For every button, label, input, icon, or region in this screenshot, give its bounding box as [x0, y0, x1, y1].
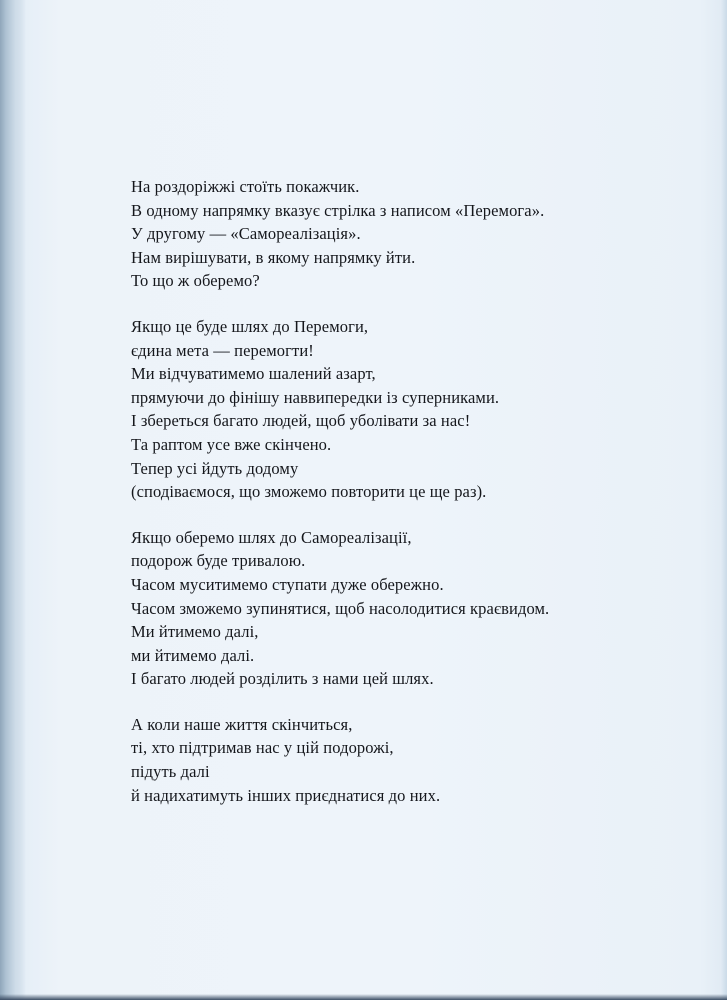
poem-line: ті, хто підтримав нас у цій подорожі,	[131, 738, 394, 758]
poem-line: прямуючи до фінішу наввипередки із суперниками.	[131, 387, 500, 407]
stanza-3	[131, 526, 691, 691]
page-bottom-edge	[0, 994, 727, 1000]
poem-line: Якщо це буде шлях до Перемоги,	[131, 316, 369, 336]
poem-line: підуть далі	[131, 762, 210, 782]
stanza-1	[131, 175, 691, 293]
poem-line: (сподіваємося, що зможемо повторити це ще раз).	[131, 482, 487, 502]
poem-line: ми йтимемо далі.	[131, 645, 255, 665]
poem-line: Ми йтимемо далі,	[131, 622, 259, 642]
stanza-2	[131, 315, 691, 504]
poem-line: І багато людей розділить з нами цей шлях.	[131, 669, 434, 689]
stanza-4	[131, 713, 691, 807]
poem-line: В одному напрямку вказує стрілка з написом «Перемога».	[131, 200, 545, 220]
poem-text	[131, 175, 691, 829]
poem-line: Часом зможемо зупинятися, щоб насолодитися краєвидом.	[131, 598, 550, 618]
poem-line: Тепер усі йдуть додому	[131, 458, 299, 478]
page-edge	[721, 0, 727, 1000]
poem-line: На роздоріжжі стоїть покажчик.	[131, 177, 360, 196]
poem-line: Нам вирішувати, в якому напрямку йти.	[131, 247, 416, 267]
poem-line: подорож буде тривалою.	[131, 551, 306, 571]
poem-line: То що ж оберемо?	[131, 271, 260, 291]
poem-line: І збереться багато людей, щоб уболівати за нас!	[131, 411, 471, 431]
poem-line: А коли наше життя скінчиться,	[131, 714, 353, 734]
poem-line: Якщо оберемо шлях до Самореалізації,	[131, 527, 412, 547]
poem-line: У другому — «Самореалізація».	[131, 224, 361, 244]
poem-line: Часом муситимемо ступати дуже обережно.	[131, 574, 444, 594]
poem-line: й надихатимуть інших приєднатися до них.	[131, 785, 441, 805]
book-spine-shadow	[0, 0, 26, 1000]
poem-line: Та раптом усе вже скінчено.	[131, 434, 332, 454]
poem-line: Ми відчуватимемо шалений азарт,	[131, 364, 376, 384]
poem-line: єдина мета — перемогти!	[131, 340, 314, 360]
